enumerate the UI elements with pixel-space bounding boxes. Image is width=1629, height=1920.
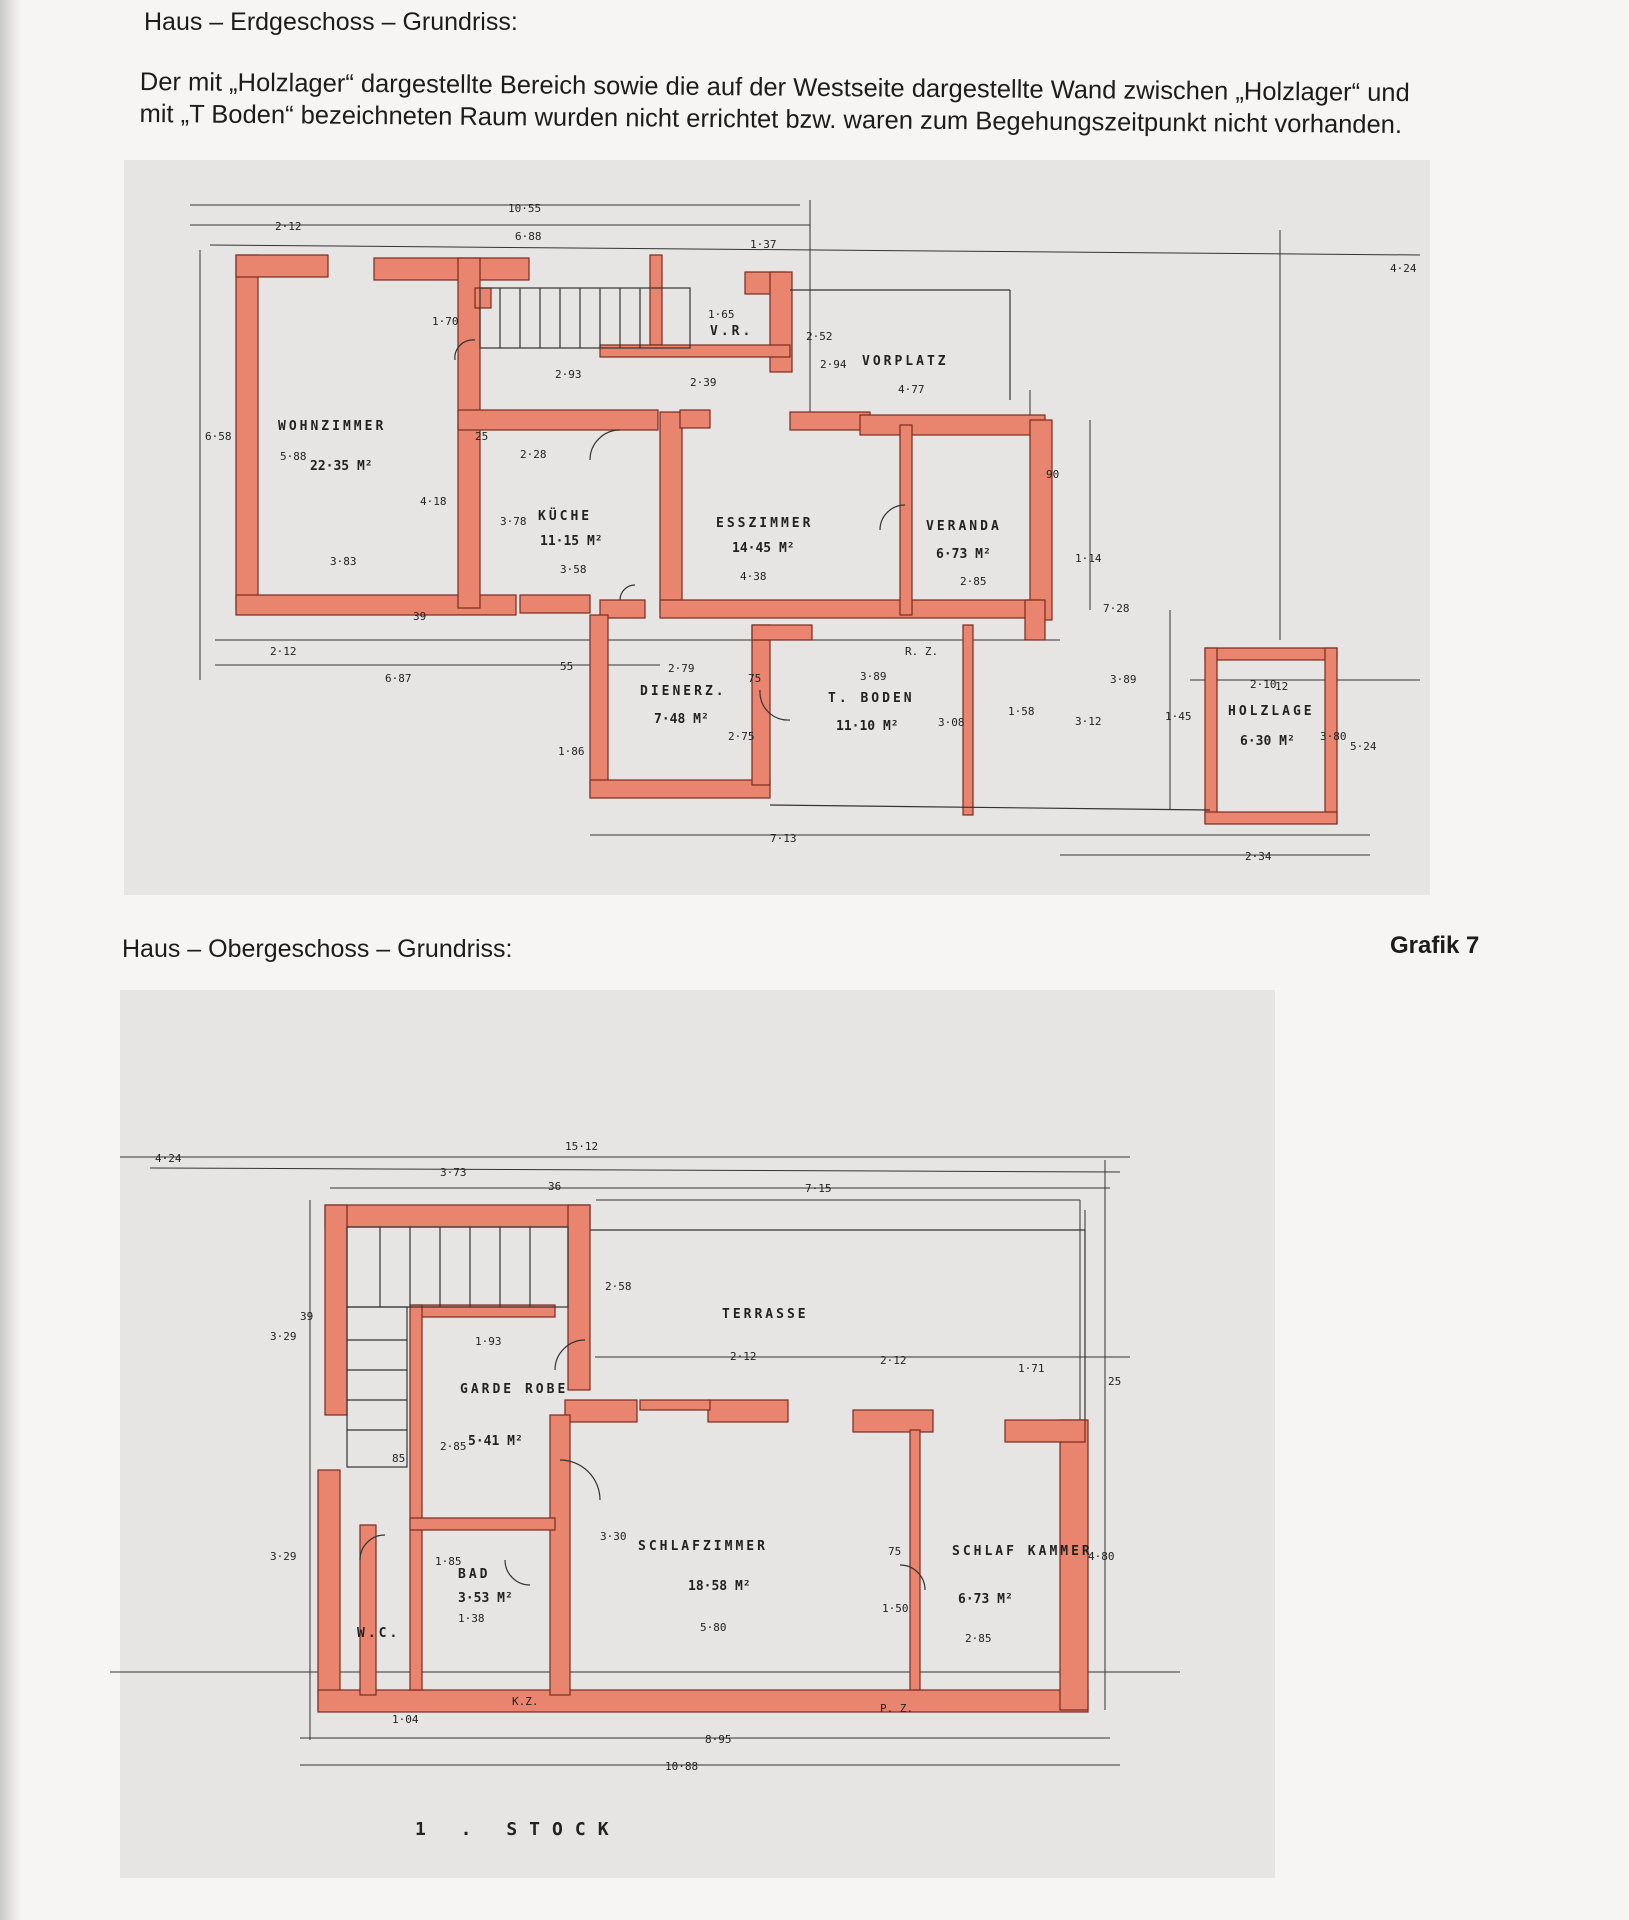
dim-text: 2·28 (520, 448, 547, 461)
dim-text: 1·38 (458, 1612, 485, 1625)
room-label-holzlage: HOLZLAGE (1228, 704, 1315, 719)
dim-text: 6·87 (385, 672, 412, 685)
dim-text: 1·58 (1008, 705, 1035, 718)
room-area-dienerz: 7·48 M² (654, 712, 709, 727)
dim-text: 2·79 (668, 662, 695, 675)
room-area-t-boden: 11·10 M² (836, 719, 899, 734)
dim-text: 2·93 (555, 368, 582, 381)
room-area-garderobe: 5·41 M² (468, 1434, 523, 1449)
dim-text: 39 (300, 1310, 314, 1323)
room-label-kz: K.Z. (512, 1695, 539, 1708)
dim-text: 3·12 (1075, 715, 1102, 728)
dim-text: 10·88 (665, 1760, 699, 1773)
room-label-dienerz: DIENERZ. (640, 684, 727, 699)
dim-text: 3·58 (560, 563, 587, 576)
stock-label: 1 . STOCK (415, 1819, 621, 1840)
dim-text: 25 (475, 430, 489, 443)
dim-text: 8·95 (705, 1733, 732, 1746)
dim-text: 7·13 (770, 832, 797, 845)
upper-floor-dimension-lines (110, 1157, 1180, 1765)
dim-text: 2·85 (965, 1632, 992, 1645)
dim-text: 3·89 (860, 670, 887, 683)
dim-text: 12 (1275, 680, 1289, 693)
dim-text: 75 (748, 672, 762, 685)
ground-floor-heading: Haus – Erdgeschoss – Grundriss: (144, 8, 518, 36)
dim-text: 36 (548, 1180, 562, 1193)
dim-text: 2·12 (270, 645, 297, 658)
upper-floor-heading: Haus – Obergeschoss – Grundriss: (122, 935, 513, 963)
dim-text: 4·24 (155, 1152, 182, 1165)
dim-text: 4·77 (898, 383, 925, 396)
dim-text: 2·85 (960, 575, 987, 588)
room-label-garderobe: GARDE ROBE (460, 1382, 569, 1397)
room-label-rz: R. Z. (905, 645, 939, 658)
dim-text: 4·80 (1088, 1550, 1115, 1563)
dim-text: 1·93 (475, 1335, 502, 1348)
room-area-wohnzimmer: 22·35 M² (310, 459, 373, 474)
dim-text: 4·18 (420, 495, 447, 508)
room-label-veranda: VERANDA (926, 519, 1002, 534)
note-line-2: mit „T Boden“ bezeichneten Raum wurden nicht errichtet bzw. waren zum Begehungszeitpunkt nicht vorhanden. (139, 99, 1403, 140)
dim-text: 3·80 (1320, 730, 1347, 743)
room-label-pz: P. Z. (880, 1702, 914, 1715)
dim-text: 3·08 (938, 716, 965, 729)
room-area-holzlage: 6·30 M² (1240, 734, 1295, 749)
dim-text: 25 (1108, 1375, 1122, 1388)
dim-text: 3·29 (270, 1330, 297, 1343)
room-area-kueche: 11·15 M² (540, 534, 603, 549)
dim-text: 2·52 (806, 330, 833, 343)
dim-text: 55 (560, 660, 574, 673)
room-label-esszimmer: ESSZIMMER (716, 516, 814, 531)
figure-label: Grafik 7 (1390, 932, 1480, 959)
room-area-bad: 3·53 M² (458, 1591, 513, 1606)
dim-text: 2·75 (728, 730, 755, 743)
dim-text: 2·94 (820, 358, 847, 371)
dim-text: 6·88 (515, 230, 542, 243)
room-area-schlafzimmer: 18·58 M² (688, 1579, 751, 1594)
dim-text: 15·12 (565, 1140, 599, 1153)
room-area-schlafkammer: 6·73 M² (958, 1592, 1013, 1607)
dim-text: 5·88 (280, 450, 307, 463)
dim-text: 7·28 (1103, 602, 1130, 615)
dim-text: 1·71 (1018, 1362, 1045, 1375)
dim-text: 4·38 (740, 570, 767, 583)
dim-text: 4·24 (1390, 262, 1417, 275)
room-label-schlafzimmer: SCHLAFZIMMER (638, 1539, 768, 1554)
dim-text: 1·85 (435, 1555, 462, 1568)
dim-text: 2·34 (1245, 850, 1272, 863)
dim-text: 1·37 (750, 238, 777, 251)
room-label-t-boden: T. BODEN (828, 691, 915, 706)
room-label-vr: V.R. (710, 324, 754, 339)
note-line-1: Der mit „Holzlager“ dargestellte Bereich sowie die auf der Westseite dargestellte Wand zwischen „Holzlager“ und (139, 67, 1410, 108)
dim-text: 2·58 (605, 1280, 632, 1293)
dim-text: 2·12 (275, 220, 302, 233)
dim-text: 75 (888, 1545, 902, 1558)
dim-text: 3·89 (1110, 673, 1137, 686)
dim-text: 3·30 (600, 1530, 627, 1543)
room-label-kueche: KÜCHE (538, 509, 593, 524)
room-label-wc: W.C. (357, 1626, 401, 1641)
dim-text: 10·55 (508, 202, 542, 215)
room-label-terrasse: TERRASSE (722, 1307, 809, 1322)
dim-text: 39 (413, 610, 427, 623)
dim-text: 1·14 (1075, 552, 1102, 565)
dim-text: 5·24 (1350, 740, 1377, 753)
dim-text: 2·10 (1250, 678, 1277, 691)
dim-text: 2·12 (730, 1350, 757, 1363)
dim-text: 5·80 (700, 1621, 727, 1634)
dim-text: 3·78 (500, 515, 527, 528)
dim-text: 1·50 (882, 1602, 909, 1615)
room-area-esszimmer: 14·45 M² (732, 541, 795, 556)
dim-text: 2·12 (880, 1354, 907, 1367)
dim-text: 1·70 (432, 315, 459, 328)
dim-text: 3·73 (440, 1166, 467, 1179)
dim-text: 2·85 (440, 1440, 467, 1453)
dim-text: 1·45 (1165, 710, 1192, 723)
dim-text: 1·04 (392, 1713, 419, 1726)
room-label-schlafkammer: SCHLAF KAMMER (952, 1544, 1093, 1559)
room-area-veranda: 6·73 M² (936, 547, 991, 562)
dim-text: 3·29 (270, 1550, 297, 1563)
dim-text: 7·15 (805, 1182, 832, 1195)
dim-text: 85 (392, 1452, 406, 1465)
dim-text: 2·39 (690, 376, 717, 389)
dim-text: 1·65 (708, 308, 735, 321)
room-label-wohnzimmer: WOHNZIMMER (278, 419, 387, 434)
dim-text: 6·58 (205, 430, 232, 443)
dim-text: 1·86 (558, 745, 585, 758)
room-label-bad: BAD (458, 1567, 491, 1582)
dim-text: 90 (1046, 468, 1060, 481)
room-label-vorplatz: VORPLATZ (862, 354, 949, 369)
dim-text: 3·83 (330, 555, 357, 568)
